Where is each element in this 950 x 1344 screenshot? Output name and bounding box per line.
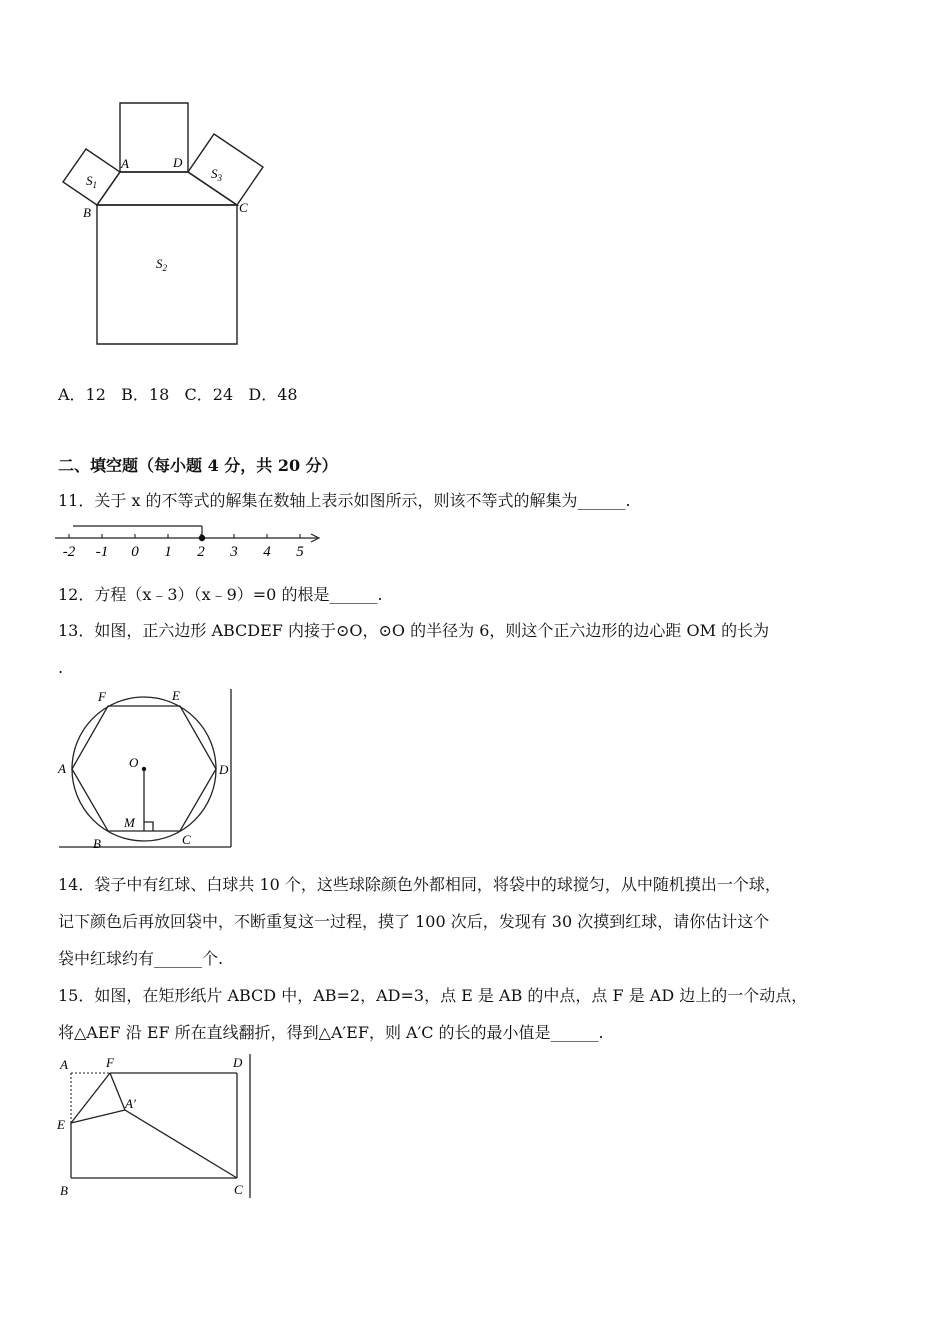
label-s3: $S_3$ <box>211 166 222 183</box>
label-f: F <box>106 1055 114 1070</box>
center-o <box>142 767 146 771</box>
q14-line3: 袋中红球约有______个. <box>58 949 224 968</box>
figure-squares-trapezoid <box>55 95 275 355</box>
square-s3 <box>188 134 263 205</box>
q12-text: 12．方程（x﹣3）（x﹣9）=0 的根是______. <box>58 585 383 604</box>
right-angle-mark <box>144 822 153 831</box>
label-f: F <box>98 689 106 704</box>
label-e: E <box>57 1117 65 1132</box>
q10-choices: A．12 B．18 C．24 D．48 <box>58 385 298 404</box>
label-d: D <box>233 1055 243 1070</box>
label-d: D <box>219 762 229 777</box>
label-d: D <box>173 155 183 170</box>
segment-fa1 <box>110 1073 125 1110</box>
label-a: A <box>60 1057 68 1072</box>
label-a: A <box>121 156 129 171</box>
figure-rectangle-fold <box>55 1050 260 1202</box>
q15-line1: 15．如图，在矩形纸片 ABCD 中，AB=2，AD=3，点 E 是 AB 的中点，点 F 是 AD 边上的一个动点， <box>58 986 808 1005</box>
label-b: B <box>60 1183 68 1198</box>
label-s2: $S_2$ <box>156 256 167 273</box>
tick-label: 0 <box>131 544 139 560</box>
label-m: M <box>124 815 135 830</box>
tick-label: -1 <box>95 544 109 560</box>
tick-label: 1 <box>164 544 172 560</box>
tick-label: -2 <box>62 544 76 560</box>
label-a-prime: A′ <box>125 1096 136 1111</box>
label-e: E <box>172 688 180 703</box>
tick-label: 4 <box>263 544 271 560</box>
solution-point <box>199 535 205 541</box>
label-b: B <box>93 836 101 850</box>
tick-label: 5 <box>296 544 304 560</box>
label-b: B <box>83 205 91 220</box>
q11-text: 11．关于 x 的不等式的解集在数轴上表示如图所示，则该不等式的解集为______. <box>58 491 631 510</box>
label-o: O <box>129 755 139 770</box>
label-c: C <box>239 200 248 215</box>
tick-label: 3 <box>230 544 238 560</box>
figure-hexagon-circle <box>55 685 240 850</box>
label-s1: $S_1$ <box>86 173 97 190</box>
q14-line1: 14．袋子中有红球、白球共 10 个，这些球除颜色外都相同，将袋中的球搅匀，从中随机摸出一个球， <box>58 875 781 894</box>
q14-line2: 记下颜色后再放回袋中，不断重复这一过程，摸了 100 次后，发现有 30 次摸到红球，请你估计这个 <box>58 912 770 931</box>
q15-line2: 将△AEF 沿 EF 所在直线翻折，得到△A′EF，则 A′C 的长的最小值是______. <box>58 1023 604 1042</box>
segment-a1c <box>125 1110 237 1178</box>
square-s2 <box>97 205 237 344</box>
tick-label: 2 <box>197 544 205 560</box>
section-2-title: 二、填空题（每小题 4 分，共 20 分） <box>58 456 338 475</box>
label-c: C <box>182 832 191 847</box>
q13-line1: 13．如图，正六边形 ABCDEF 内接于⊙O，⊙O 的半径为 6，则这个正六边形的边心距 OM 的长为 <box>58 621 770 640</box>
label-c: C <box>234 1182 243 1197</box>
number-line <box>55 522 330 562</box>
label-a: A <box>58 761 66 776</box>
q13-line2: . <box>58 658 64 677</box>
